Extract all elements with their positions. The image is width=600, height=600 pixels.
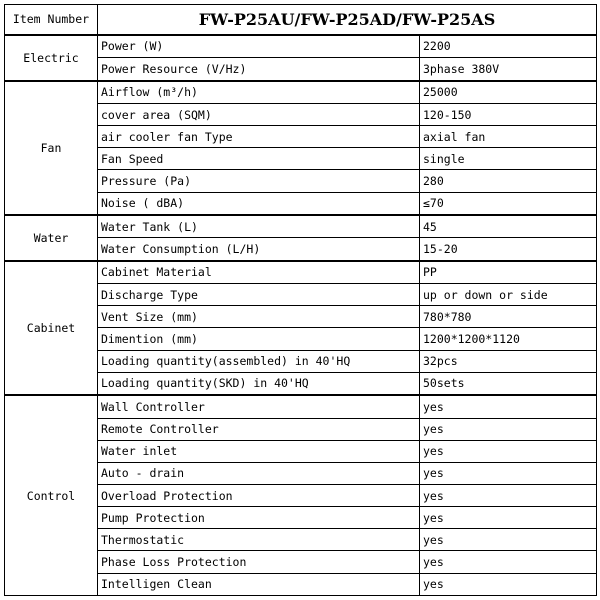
- value-cell: 3phase 380V: [420, 58, 597, 81]
- value-cell: 1200*1200*1120: [420, 328, 597, 350]
- value-cell: yes: [420, 395, 597, 418]
- parameter-cell: Overload Protection: [98, 485, 420, 507]
- parameter-cell: air cooler fan Type: [98, 126, 420, 148]
- value-cell: yes: [420, 507, 597, 529]
- header-row: [5, 5, 597, 35]
- parameter-cell: Water Consumption (L/H): [98, 238, 420, 261]
- model-number: FW-P25AU/FW-P25AD/FW-P25AS: [98, 5, 597, 35]
- value-cell: 45: [420, 215, 597, 238]
- value-cell: yes: [420, 573, 597, 595]
- parameter-cell: Pressure (Pa): [98, 170, 420, 192]
- parameter-cell: Remote Controller: [98, 418, 420, 440]
- category-fan-cell: Fan: [5, 81, 98, 215]
- value-cell: 15-20: [420, 238, 597, 261]
- parameter-cell: Water Tank (L): [98, 215, 420, 238]
- value-cell: yes: [420, 529, 597, 551]
- parameter-cell: Phase Loss Protection: [98, 551, 420, 573]
- category-control-cell: Control: [5, 395, 98, 595]
- value-cell: single: [420, 148, 597, 170]
- parameter-cell: Airflow (m³/h): [98, 81, 420, 104]
- value-cell: 120-150: [420, 103, 597, 125]
- category-water-cell: Water: [5, 215, 98, 261]
- parameter-cell: Intelligen Clean: [98, 573, 420, 595]
- spec-row: [5, 81, 597, 104]
- value-cell: yes: [420, 440, 597, 462]
- parameter-cell: Wall Controller: [98, 395, 420, 418]
- parameter-cell: Water inlet: [98, 440, 420, 462]
- value-cell: 2200: [420, 35, 597, 58]
- spec-row: [5, 215, 597, 238]
- parameter-cell: Power Resource (V/Hz): [98, 58, 420, 81]
- value-cell: yes: [420, 462, 597, 484]
- parameter-cell: Auto - drain: [98, 462, 420, 484]
- value-cell: axial fan: [420, 126, 597, 148]
- value-cell: 32pcs: [420, 350, 597, 372]
- spec-table: [4, 4, 597, 596]
- spec-row: [5, 261, 597, 284]
- category-cabinet-cell: Cabinet: [5, 261, 98, 395]
- parameter-cell: Pump Protection: [98, 507, 420, 529]
- item-number-label: Item Number: [5, 5, 98, 35]
- spec-table-body: [5, 5, 597, 596]
- parameter-cell: Power (W): [98, 35, 420, 58]
- value-cell: up or down or side: [420, 284, 597, 306]
- value-cell: yes: [420, 551, 597, 573]
- parameter-cell: Discharge Type: [98, 284, 420, 306]
- spec-row: [5, 395, 597, 418]
- parameter-cell: Loading quantity(SKD) in 40'HQ: [98, 372, 420, 395]
- category-electric-cell: Electric: [5, 35, 98, 81]
- value-cell: yes: [420, 485, 597, 507]
- value-cell: ≤70: [420, 192, 597, 215]
- parameter-cell: Vent Size (mm): [98, 306, 420, 328]
- parameter-cell: cover area (SQM): [98, 103, 420, 125]
- parameter-cell: Noise ( dBA): [98, 192, 420, 215]
- parameter-cell: Loading quantity(assembled) in 40'HQ: [98, 350, 420, 372]
- parameter-cell: Dimention (mm): [98, 328, 420, 350]
- value-cell: 280: [420, 170, 597, 192]
- value-cell: 25000: [420, 81, 597, 104]
- value-cell: 50sets: [420, 372, 597, 395]
- spec-row: [5, 35, 597, 58]
- parameter-cell: Fan Speed: [98, 148, 420, 170]
- value-cell: yes: [420, 418, 597, 440]
- value-cell: 780*780: [420, 306, 597, 328]
- value-cell: PP: [420, 261, 597, 284]
- parameter-cell: Thermostatic: [98, 529, 420, 551]
- parameter-cell: Cabinet Material: [98, 261, 420, 284]
